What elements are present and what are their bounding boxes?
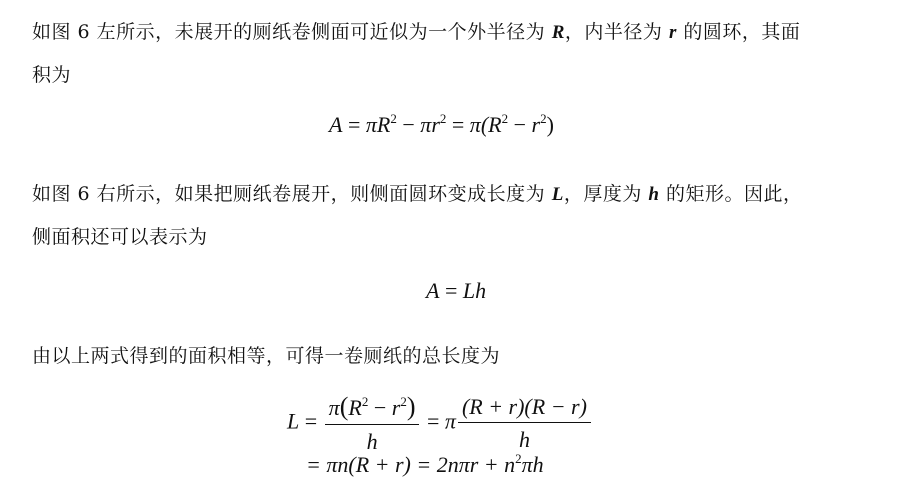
eq1-minus-2: −: [508, 112, 532, 137]
eq1-pi: π: [365, 112, 377, 137]
eq3-big-rparen: ): [406, 392, 416, 421]
paragraph-2-line-1: [32, 173, 892, 216]
paragraph-3: [32, 335, 892, 377]
p1-text-b: ，内半径为: [564, 21, 669, 43]
equation-length-line-1: [287, 392, 593, 455]
eq1-exp-1: 2: [390, 111, 397, 126]
var-h: h: [648, 184, 660, 205]
eq1-r: r: [431, 112, 440, 137]
paragraph-1: [32, 11, 892, 96]
eq2-L: L: [462, 278, 476, 303]
eq3-line-2-tail: πh: [521, 452, 544, 477]
equation-area-2: [426, 278, 486, 304]
eq3-R: R: [348, 395, 362, 420]
eq3-exp-2: 2: [400, 394, 407, 409]
eq1-pi-2: π: [420, 112, 432, 137]
eq3-fraction-1: [325, 392, 420, 455]
eq3-big-lparen: (: [339, 392, 349, 421]
p1-text-a: 如图 6 左所示，未展开的厕纸卷侧面可近似为一个外半径为: [32, 21, 552, 43]
paragraph-2-line-2: 侧面积还可以表示为: [32, 226, 208, 248]
eq3-pi: π: [328, 395, 340, 420]
eq3-equals: =: [299, 408, 323, 434]
equation-length-line-2: [306, 452, 544, 478]
eq3-minus: −: [368, 395, 392, 420]
eq1-minus: −: [396, 112, 421, 137]
eq1-exp-2: 2: [439, 111, 447, 126]
var-r: r: [668, 22, 677, 43]
paragraph-1-line-1: [32, 11, 892, 54]
eq3-line-2-text: = πn(R + r) = 2nπr + n: [306, 452, 516, 477]
p2-text-b: ，厚度为: [563, 183, 649, 205]
eq3-pi-2: π: [444, 408, 456, 434]
var-L: L: [551, 184, 564, 205]
eq1-exp-4: 2: [540, 111, 547, 126]
eq3-equals-2: =: [421, 408, 445, 434]
eq1-exp-3: 2: [501, 111, 509, 126]
paragraph-1-line-2: 积为: [32, 64, 72, 86]
p1-text-c: 的圆环，其面: [676, 21, 801, 43]
eq3-L: L: [287, 408, 300, 434]
p2-text-c: 的矩形。因此，: [659, 183, 803, 205]
paragraph-3-line-1: 由以上两式得到的面积相等，可得一卷厕纸的总长度为: [32, 345, 501, 367]
eq2-equals: =: [439, 278, 463, 303]
eq1-equals: =: [342, 112, 366, 137]
var-R: R: [551, 22, 565, 43]
eq1-equals-2: =: [446, 112, 470, 137]
eq3-r: r: [391, 395, 401, 420]
eq3-exp-1: 2: [361, 394, 369, 409]
eq3-fraction-1-denominator: h: [366, 429, 378, 454]
eq2-A: A: [426, 278, 440, 303]
eq1-A: A: [329, 112, 343, 137]
eq3-line-2-exp: 2: [515, 451, 522, 466]
eq1-R-2: R: [488, 112, 502, 137]
paragraph-2: [32, 173, 892, 258]
eq1-pi-3: π(: [469, 112, 489, 137]
eq3-fraction-2: [458, 394, 591, 453]
eq3-fraction-2-numerator: (R + r)(R − r): [458, 394, 591, 423]
p2-text-a: 如图 6 右所示，如果把厕纸卷展开，则侧面圆环变成长度为: [32, 183, 552, 205]
eq3-fraction-1-numerator: [325, 392, 420, 425]
equation-area-1: [329, 112, 554, 138]
eq1-R: R: [376, 112, 391, 137]
eq1-close-paren: ): [546, 112, 554, 137]
eq2-h: h: [475, 278, 487, 303]
eq3-fraction-2-denominator: h: [518, 427, 530, 452]
eq1-r-2: r: [531, 112, 541, 137]
